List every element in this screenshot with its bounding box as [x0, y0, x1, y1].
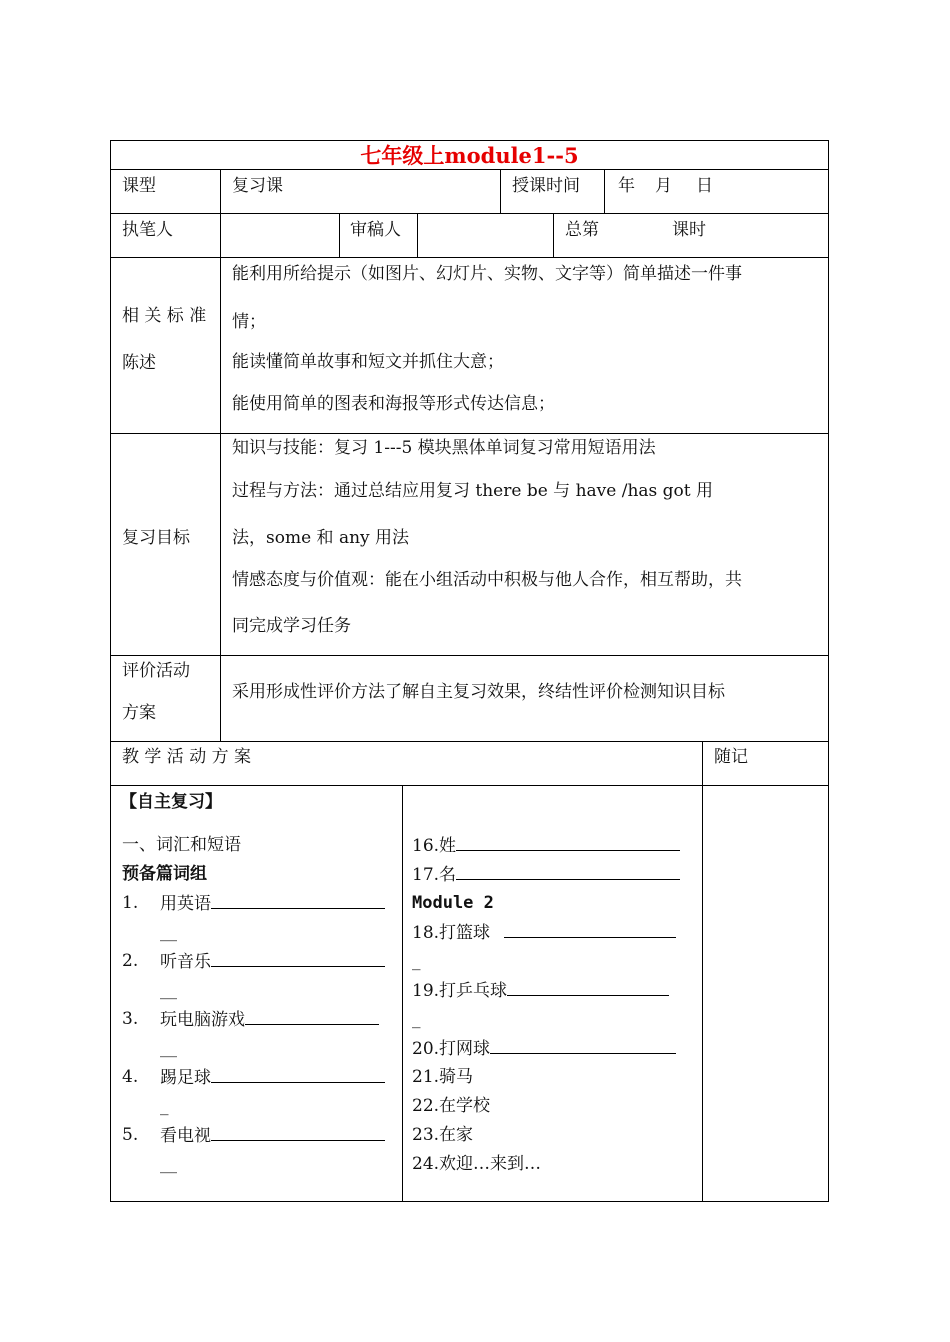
standards-label: 相 关 标 准 [122, 306, 207, 326]
cell-divider [604, 169, 605, 213]
cell-divider [417, 213, 418, 257]
list-item: 16.姓 [412, 834, 680, 857]
day-label: 日 [696, 176, 713, 196]
table-border-right [828, 140, 829, 1202]
writer-label: 执笔人 [122, 220, 173, 240]
list-item-overflow: _ [160, 1096, 169, 1116]
notes-header: 随记 [714, 747, 748, 767]
answer-blank[interactable] [211, 950, 385, 967]
table-rule [110, 213, 829, 214]
list-item-number: 3. [122, 1009, 139, 1029]
cell-divider [553, 213, 554, 257]
table-rule [110, 169, 829, 170]
lesson-type-value: 复习课 [232, 176, 283, 196]
answer-blank[interactable] [456, 863, 680, 880]
activity-plan-header: 教 学 活 动 方 案 [122, 747, 252, 767]
reviewer-label: 审稿人 [350, 220, 401, 240]
year-label: 年 [618, 176, 635, 196]
table-rule [110, 655, 829, 656]
answer-blank[interactable] [504, 921, 676, 938]
list-item: 22.在学校 [412, 1096, 491, 1116]
list-item-number: 1. [122, 893, 139, 913]
table-rule [110, 257, 829, 258]
list-item: 18.打篮球 [412, 921, 676, 944]
answer-blank[interactable] [507, 979, 669, 996]
goals-text: 知识与技能：复习 1---5 模块黑体单词复习常用短语用法 [232, 438, 656, 458]
list-item-overflow: __ [160, 1154, 177, 1174]
list-item: 23.在家 [412, 1125, 474, 1145]
table-border-bottom [110, 1201, 829, 1202]
goals-text: 法，some 和 any 用法 [232, 528, 410, 548]
list-item-overflow: __ [160, 1038, 177, 1058]
table-rule [110, 741, 829, 742]
standards-text: 情； [232, 312, 266, 332]
list-item: 24.欢迎…来到… [412, 1154, 542, 1174]
list-item: 玩电脑游戏 [160, 1008, 379, 1031]
answer-blank[interactable] [211, 892, 385, 909]
list-item-number: 2. [122, 951, 139, 971]
list-item-overflow: __ [160, 980, 177, 1000]
goals-text: 过程与方法：通过总结应用复习 there be 与 have /has got 用 [232, 481, 714, 501]
list-item: 21.骑马 [412, 1067, 474, 1087]
period-label: 课时 [672, 220, 706, 240]
module-heading: Module 2 [412, 893, 494, 913]
goals-label: 复习目标 [122, 528, 190, 548]
list-item-overflow: _ [412, 951, 421, 971]
answer-blank[interactable] [490, 1037, 676, 1054]
month-label: 月 [655, 176, 672, 196]
cell-divider [500, 169, 501, 213]
list-item: 19.打乒乓球 [412, 979, 669, 1002]
standards-label-2: 陈述 [122, 353, 156, 373]
list-item: 用英语 [160, 892, 385, 915]
total-label: 总第 [565, 220, 599, 240]
evaluation-text: 采用形成性评价方法了解自主复习效果，终结性评价检测知识目标 [232, 682, 725, 702]
evaluation-label: 评价活动 [122, 661, 190, 681]
answer-blank[interactable] [211, 1124, 385, 1141]
cell-divider [339, 213, 340, 257]
list-item: 听音乐 [160, 950, 385, 973]
answer-blank[interactable] [211, 1066, 385, 1083]
list-item-overflow: __ [160, 922, 177, 942]
answer-blank[interactable] [456, 834, 680, 851]
self-review-heading: 【自主复习】 [120, 792, 222, 812]
evaluation-label-2: 方案 [122, 703, 156, 723]
list-item: 20.打网球 [412, 1037, 676, 1060]
activity-column-divider [402, 785, 403, 1202]
table-border-left [110, 140, 111, 1202]
label-column-divider [220, 169, 221, 741]
teaching-time-label: 授课时间 [512, 176, 580, 196]
list-item-number: 4. [122, 1067, 139, 1087]
phrase-group-heading: 预备篇词组 [122, 864, 207, 884]
vocab-subheading: 一、词汇和短语 [122, 835, 241, 855]
list-item-overflow: _ [412, 1009, 421, 1029]
table-rule [110, 785, 829, 786]
answer-blank[interactable] [245, 1008, 379, 1025]
list-item: 踢足球 [160, 1066, 385, 1089]
standards-text: 能使用简单的图表和海报等形式传达信息； [232, 394, 555, 414]
standards-text: 能利用所给提示（如图片、幻灯片、实物、文字等）简单描述一件事 [232, 264, 742, 284]
goals-text: 情感态度与价值观：能在小组活动中积极与他人合作，相互帮助，共 [232, 570, 742, 590]
notes-column-divider [702, 741, 703, 1202]
lesson-type-label: 课型 [122, 176, 156, 196]
standards-text: 能读懂简单故事和短文并抓住大意； [232, 352, 504, 372]
list-item: 17.名 [412, 863, 680, 886]
goals-text: 同完成学习任务 [232, 616, 351, 636]
list-item: 看电视 [160, 1124, 385, 1147]
page-title: 七年级上module1--5 [360, 143, 579, 168]
table-rule [110, 433, 829, 434]
list-item-number: 5. [122, 1125, 139, 1145]
table-border-top [110, 140, 829, 141]
